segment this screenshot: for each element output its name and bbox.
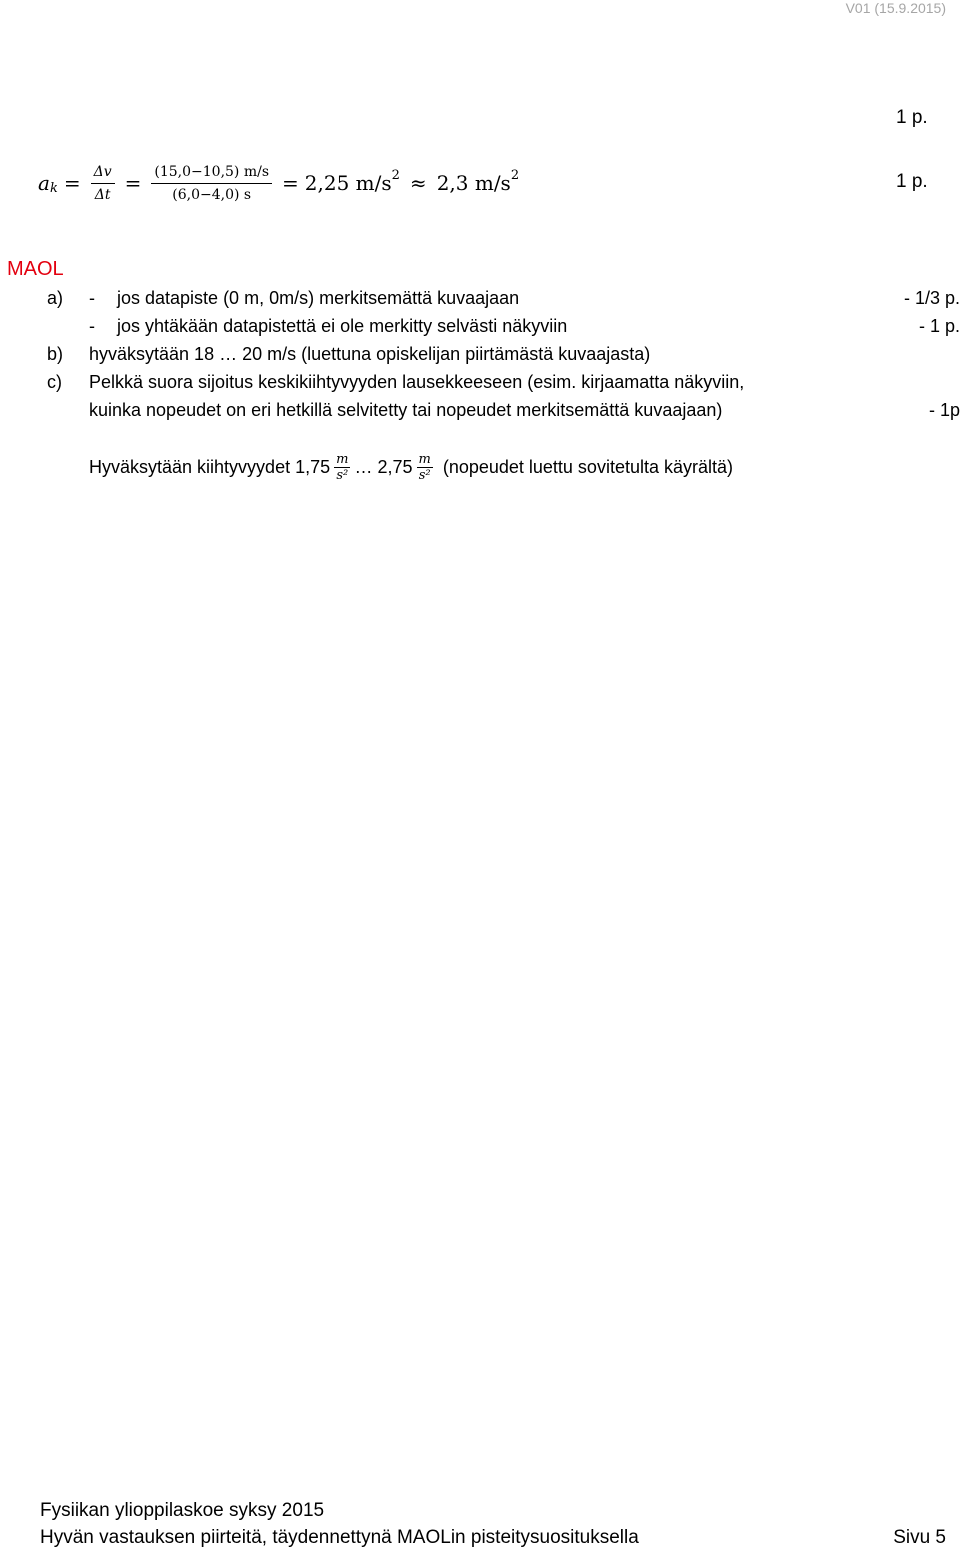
accept-unit-2-den: s² [418,467,431,483]
accept-unit-2-num: m [418,451,431,467]
eq-equals-3: = [282,171,299,195]
eq-fraction-1-num: Δv [91,163,115,184]
eq-result-2-exp: 2 [510,167,520,183]
eq-result-1-exp: 2 [391,167,400,183]
accept-unit-1-den: s² [336,467,349,483]
eq-lhs-base: a [38,171,50,195]
accept-mid: … 2,75 [354,457,413,477]
points-first: 1 p. [896,107,928,128]
item-a2-text: jos yhtäkään datapistettä ei ole merkitty selvästi näkyviin [117,316,568,336]
accept-unit-1-num: m [336,451,349,467]
eq-result-1: 2,25 m/s [304,171,392,195]
eq-result-2: 2,3 m/s [436,171,511,195]
item-b-text: hyväksytään 18 … 20 m/s (luettuna opiskelijan piirtämästä kuvaajasta) [89,344,651,364]
item-a-letter: a) [47,288,64,308]
item-c-penalty: - 1p [928,400,960,420]
points-second: 1 p. [896,171,928,192]
version-label: V01 (15.9.2015) [845,0,946,16]
maol-heading: MAOL [7,258,64,280]
eq-fraction-2-den: (6,0−4,0) s [172,186,252,203]
eq-fraction-1-den: Δt [94,186,111,203]
eq-approx: ≈ [409,171,427,195]
accept-prefix: Hyväksytään kiihtyvyydet 1,75 [89,457,331,477]
accept-unit-fraction-2 [417,452,433,483]
eq-equals-1: = [63,171,81,195]
eq-fraction-2-num: (15,0−10,5) m/s [151,163,272,184]
eq-fraction-2 [151,163,272,204]
item-c-text: Pelkkä suora sijoitus keskikiihtyvyyden lausekkeeseen (esim. kirjaamatta näkyviin, [89,372,745,392]
accepted-range-line [89,447,733,487]
accept-suffix: (nopeudet luettu sovitetulta käyrältä) [442,457,733,477]
footer-page-number: Sivu 5 [893,1527,946,1548]
item-a2-penalty: - 1 p. [918,316,960,336]
item-a2-dash: - [89,316,95,336]
item-c-text-cont: kuinka nopeudet on eri hetkillä selvitetty tai nopeudet merkitsemättä kuvaajaan) [89,400,723,420]
accept-unit-fraction-1 [334,452,350,483]
footer-line-1: Fysiikan ylioppilaskoe syksy 2015 [40,1500,325,1521]
eq-fraction-1 [91,163,115,204]
eq-equals-2: = [124,171,142,195]
item-c-letter: c) [47,372,62,392]
eq-lhs-sub: k [49,180,58,196]
item-a-text: jos datapiste (0 m, 0m/s) merkitsemättä kuvaajaan [117,288,520,308]
item-b-letter: b) [47,344,64,364]
item-a-dash: - [89,288,95,308]
acceleration-equation [38,158,519,208]
footer-line-2: Hyvän vastauksen piirteitä, täydennettynä MAOLin pisteitysuosituksella [40,1527,639,1548]
item-a-penalty: - 1/3 p. [903,288,960,308]
